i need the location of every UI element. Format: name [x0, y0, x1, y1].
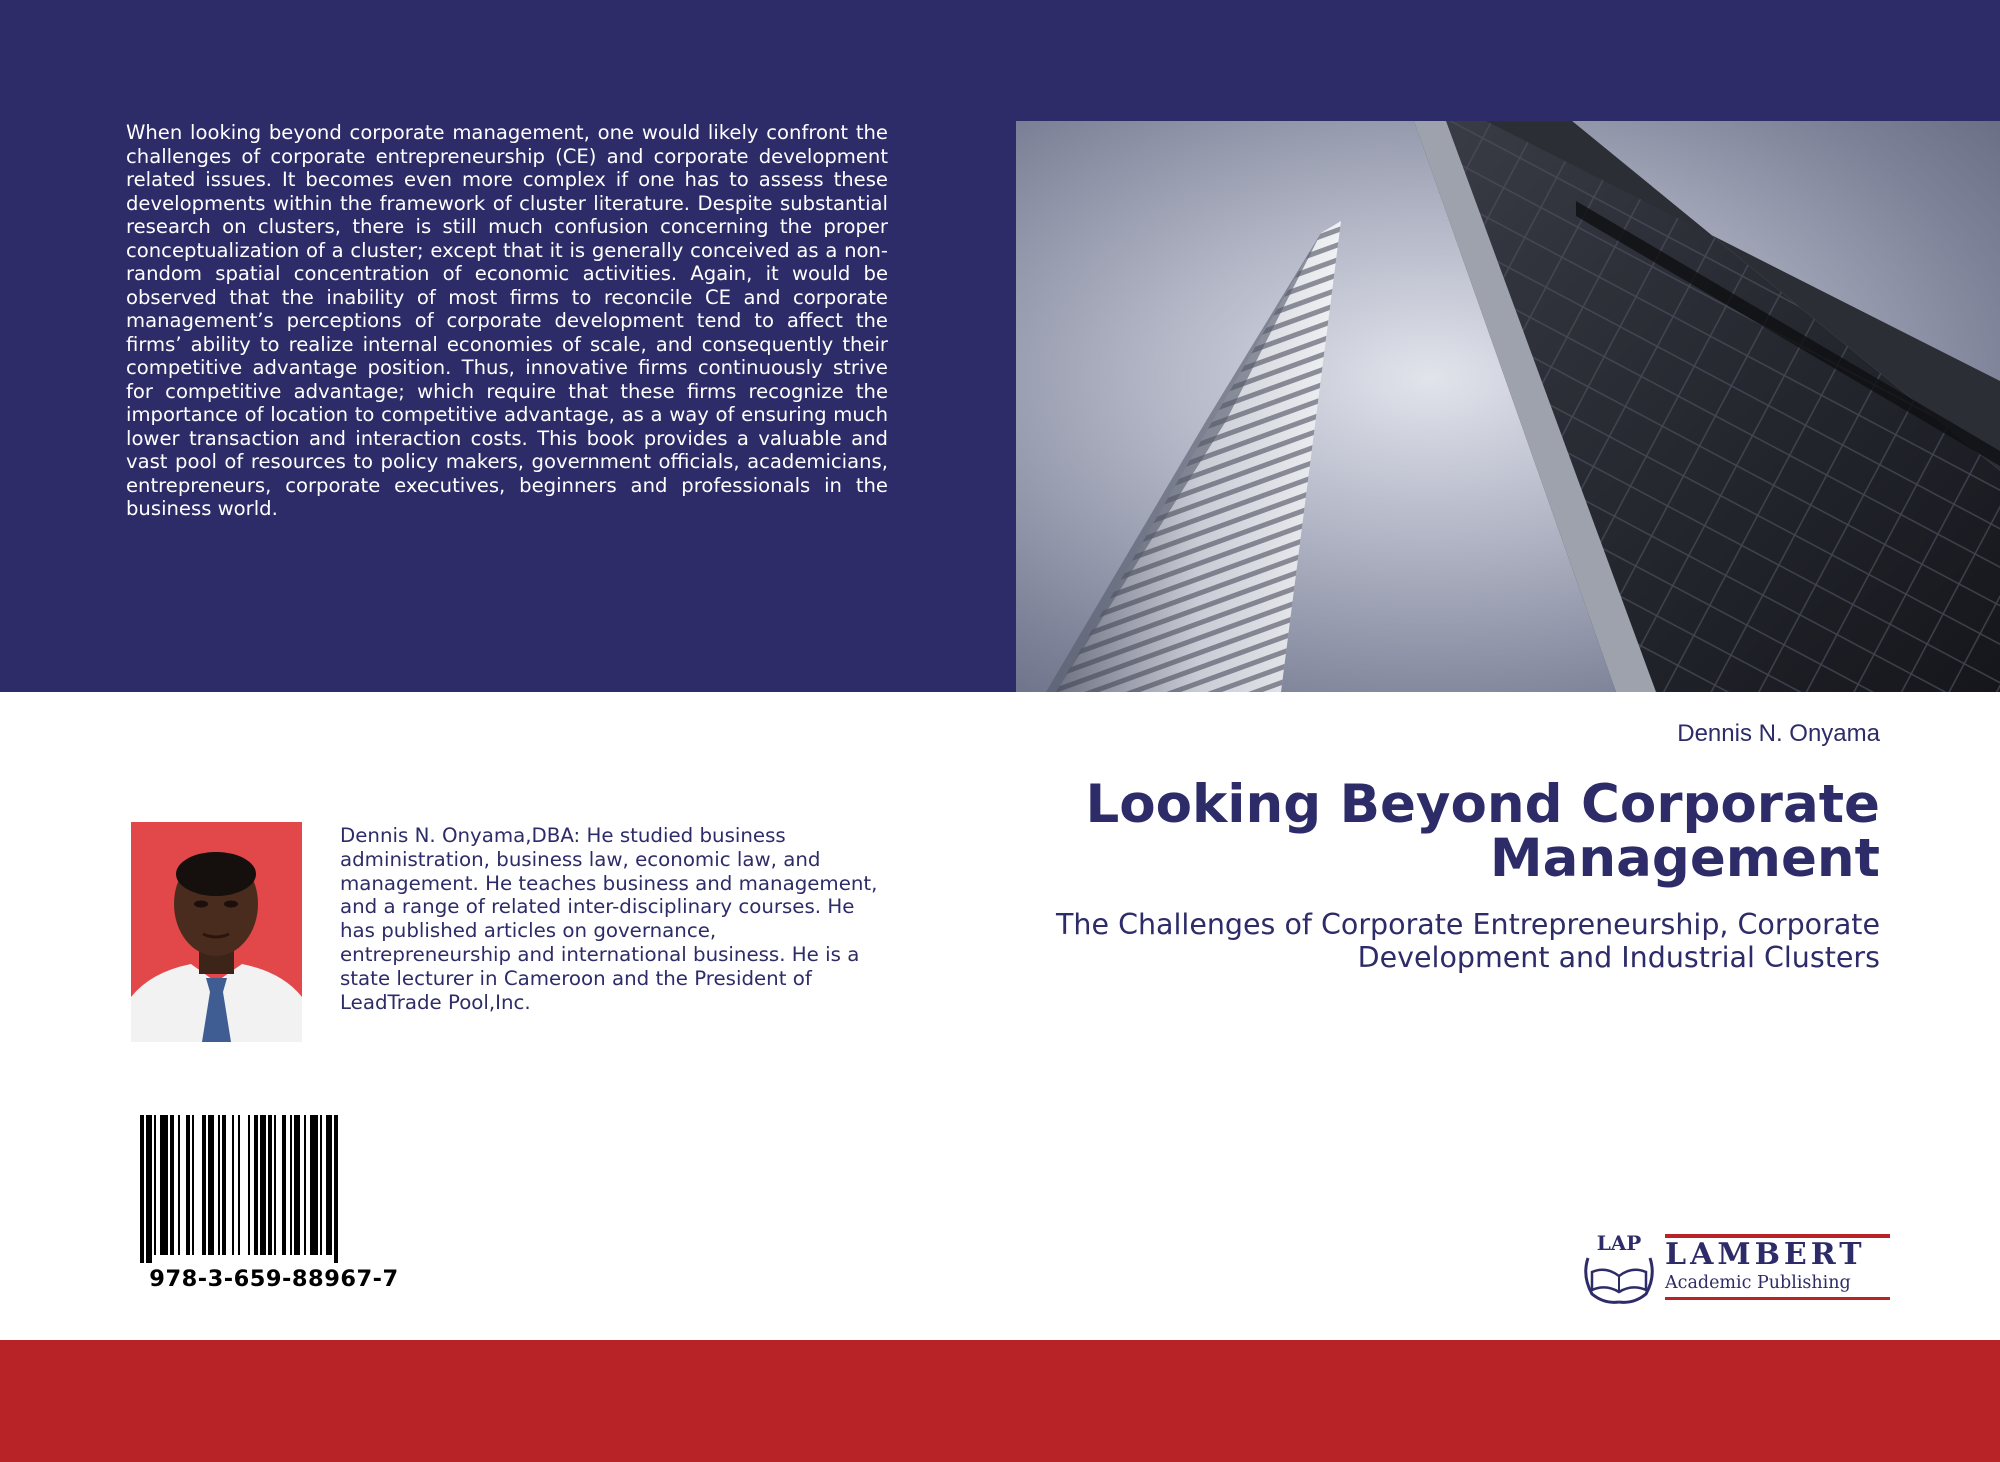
barcode-bar: [310, 1115, 318, 1255]
skyscraper-photo: [1016, 121, 2000, 692]
book-title: Looking Beyond Corporate Management: [1085, 774, 1880, 889]
barcode-bar: [268, 1115, 272, 1255]
book-subtitle: The Challenges of Corporate Entrepreneurship, Corporate Development and Industrial Clusters: [1056, 908, 1880, 974]
back-cover-blurb: When looking beyond corporate management, one would likely confront the challenges of corporate entrepreneurship (CE) and corporate development related issues. It becomes even more complex if one has to assess these developments within the framework of cluster literature. Despite substantial research on clusters, there is still much confusion concerning the proper conceptualization of a cluster; except that it is generally conceived as a non-random spatial concentration of economic activities. Again, it would be observed that the inability of most firms to reconcile CE and corporate management’s perceptions of corporate development tend to affect the firms’ ability to realize internal economies of scale, and consequently their competitive advantage position. Thus, innovative firms continuously strive for competitive advantage; which require that these firms recognize the importance of location to competitive advantage, as a way of ensuring much lower transaction and interaction costs. This book provides a valuable and vast pool of resources to policy makers, government officials, academicians, entrepreneurs, corporate executives, beginners and professionals in the business world.: [126, 121, 888, 520]
author-portrait: [131, 822, 302, 1042]
barcode-bar: [290, 1115, 292, 1255]
barcode-bar: [146, 1115, 152, 1263]
publisher-name: LAMBERT: [1665, 1237, 1866, 1272]
cover-author-name: Dennis N. Onyama: [1677, 720, 1880, 747]
barcode-bar: [218, 1115, 220, 1255]
open-book-laurel-icon: [1578, 1228, 1660, 1308]
barcode-bar: [140, 1115, 144, 1263]
isbn-number: 978-3-659-88967-7: [149, 1266, 399, 1292]
barcode-bar: [248, 1115, 250, 1255]
barcode-bar: [192, 1115, 194, 1255]
barcode-bar: [274, 1115, 276, 1255]
barcode-bar: [186, 1115, 190, 1255]
barcode-bar: [282, 1115, 286, 1255]
barcode-bar: [232, 1115, 234, 1255]
barcode-bar: [294, 1115, 300, 1255]
logo-emblem-text: LAP: [1596, 1231, 1642, 1255]
barcode-bar: [326, 1115, 332, 1255]
barcode-bar: [170, 1115, 174, 1255]
barcode-bar: [178, 1115, 180, 1255]
publisher-logo: [1578, 1228, 1890, 1308]
bottom-red-band: [0, 1340, 2000, 1462]
barcode-bar: [238, 1115, 240, 1255]
barcode-bar: [260, 1115, 266, 1255]
publisher-tagline: Academic Publishing: [1665, 1273, 1851, 1293]
barcode-bar: [208, 1115, 214, 1255]
barcode-bar: [320, 1115, 322, 1255]
barcode-bar: [160, 1115, 168, 1255]
isbn-barcode: [140, 1115, 420, 1263]
barcode-bar: [334, 1115, 338, 1263]
barcode-bar: [222, 1115, 226, 1255]
logo-rule-bottom: [1665, 1297, 1890, 1300]
barcode-bar: [154, 1115, 156, 1255]
barcode-bar: [202, 1115, 206, 1255]
author-bio: Dennis N. Onyama,DBA: He studied business administration, business law, economic law, and management. He teaches business and management, and a range of related inter-disciplinary courses. He has published articles on governance, entrepreneurship and international business. He is a state lecturer in Cameroon and the President of LeadTrade Pool,Inc.: [340, 824, 878, 1014]
barcode-bar: [304, 1115, 306, 1255]
barcode-bar: [254, 1115, 258, 1255]
